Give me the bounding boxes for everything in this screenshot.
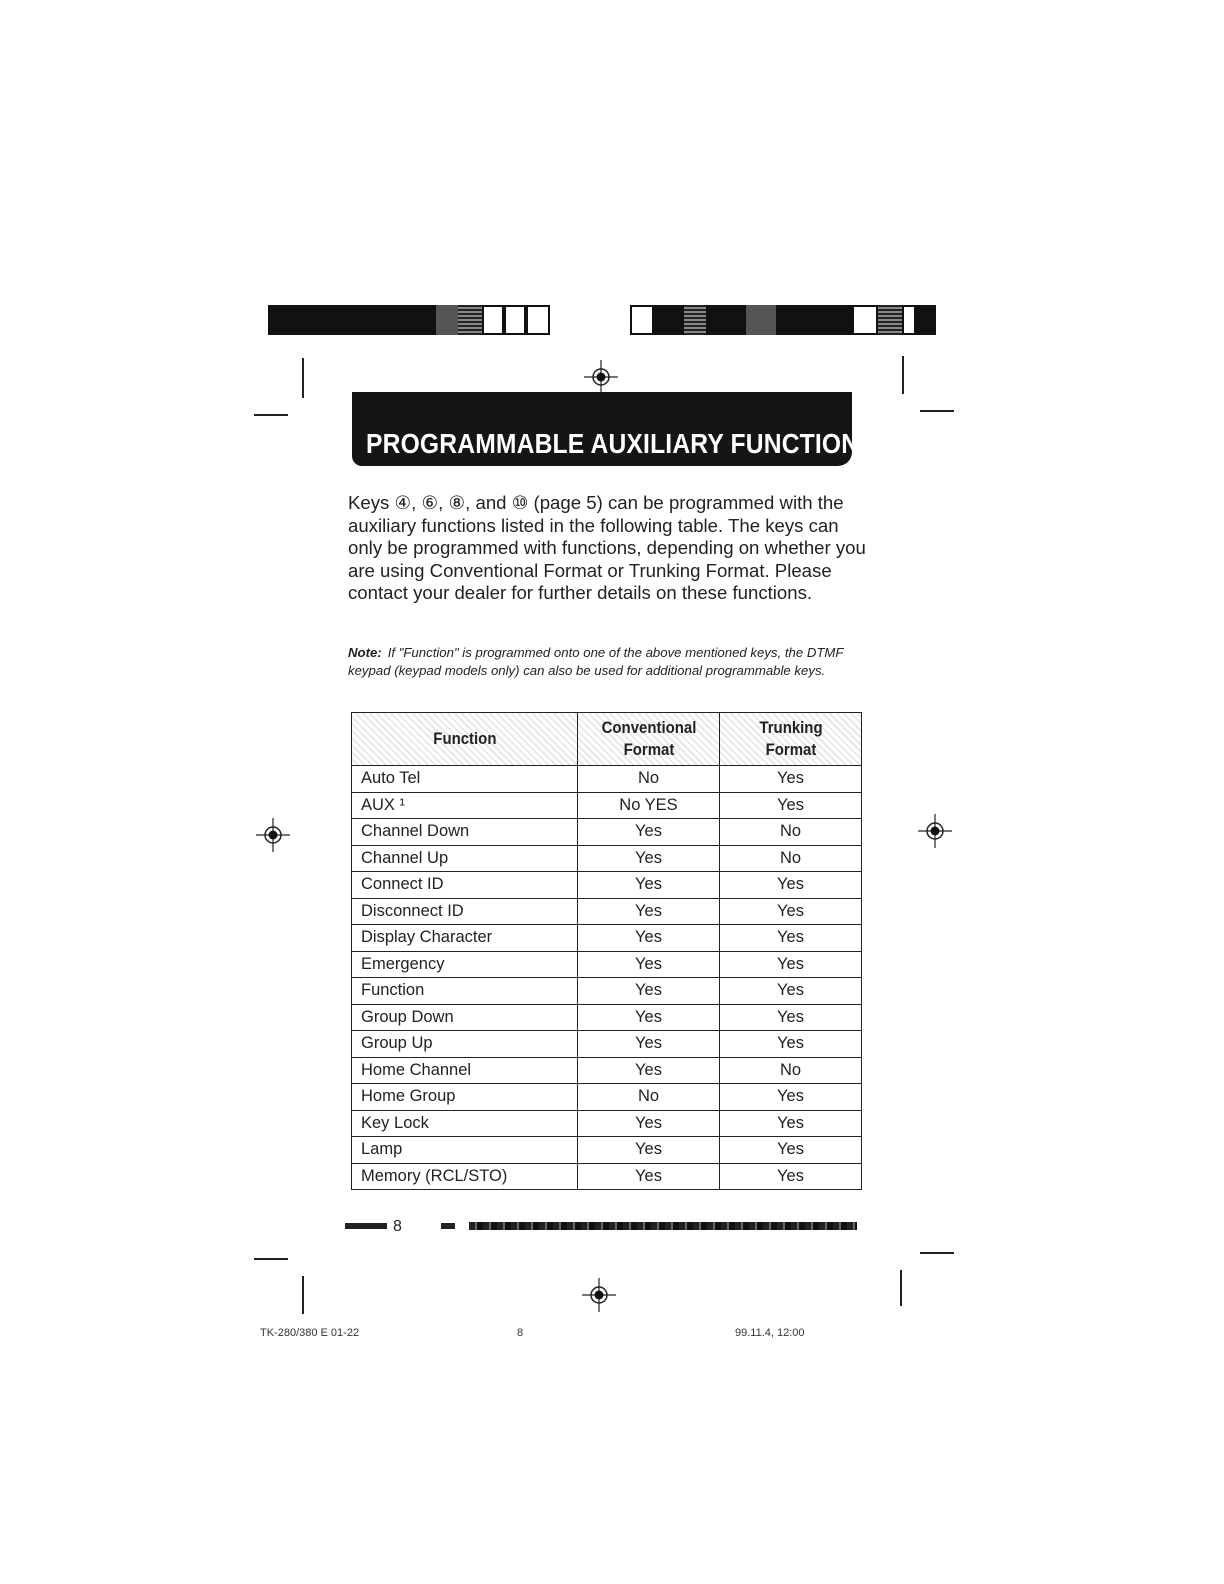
trunking-cell: Yes xyxy=(720,766,862,793)
note xyxy=(348,644,848,680)
conventional-cell: No xyxy=(578,766,720,793)
trunking-cell: Yes xyxy=(720,978,862,1005)
conventional-cell: Yes xyxy=(578,872,720,899)
crop-mark xyxy=(920,410,954,412)
conventional-cell: Yes xyxy=(578,898,720,925)
function-cell: Display Character xyxy=(352,925,578,952)
page-title: PROGRAMMABLE AUXILIARY FUNCTIONS xyxy=(366,428,876,459)
table-row xyxy=(352,1004,862,1031)
conventional-cell: Yes xyxy=(578,1110,720,1137)
function-cell: Auto Tel xyxy=(352,766,578,793)
footer-mark xyxy=(441,1223,455,1229)
title-banner xyxy=(352,392,876,466)
table-row xyxy=(352,872,862,899)
top-bar-left xyxy=(268,305,570,335)
intro-paragraph: Keys ④, ⑥, ⑧, and ⑩ (page 5) can be programmed with the auxiliary functions listed in the following table. The keys can only be programmed with functions, depending on whether you are using Conventional Format or Trunking Format. Please contact your dealer for further details on these functions. xyxy=(348,492,866,604)
conventional-cell: Yes xyxy=(578,925,720,952)
crop-mark xyxy=(302,358,304,398)
table-row xyxy=(352,766,862,793)
function-cell: Key Lock xyxy=(352,1110,578,1137)
function-cell: Emergency xyxy=(352,951,578,978)
trunking-cell: Yes xyxy=(720,1110,862,1137)
registration-mark-icon xyxy=(584,360,618,394)
function-cell: Home Group xyxy=(352,1084,578,1111)
function-table xyxy=(351,712,862,1190)
table-row xyxy=(352,792,862,819)
note-text: If "Function" is programmed onto one of the above mentioned keys, the DTMF keypad (keypad models only) can also be used for additional programmable keys. xyxy=(348,645,844,678)
function-cell: Group Down xyxy=(352,1004,578,1031)
function-cell: Home Channel xyxy=(352,1057,578,1084)
conventional-cell: No YES xyxy=(578,792,720,819)
function-cell: AUX ¹ xyxy=(352,792,578,819)
print-slug-file: TK-280/380 E 01-22 xyxy=(260,1327,360,1339)
conventional-cell: No xyxy=(578,1084,720,1111)
trunking-cell: No xyxy=(720,845,862,872)
trunking-cell: Yes xyxy=(720,872,862,899)
trunking-cell: Yes xyxy=(720,1137,862,1164)
conventional-cell: Yes xyxy=(578,819,720,846)
conventional-cell: Yes xyxy=(578,951,720,978)
table-row xyxy=(352,1137,862,1164)
trunking-cell: Yes xyxy=(720,792,862,819)
registration-mark-icon xyxy=(582,1278,616,1312)
table-row xyxy=(352,1057,862,1084)
footer-band xyxy=(469,1222,857,1230)
table-row xyxy=(352,1084,862,1111)
table-row xyxy=(352,925,862,952)
function-cell: Group Up xyxy=(352,1031,578,1058)
note-label: Note: xyxy=(348,645,382,660)
trunking-cell: Yes xyxy=(720,951,862,978)
header-trunking: Trunking Format xyxy=(720,713,862,766)
function-cell: Function xyxy=(352,978,578,1005)
conventional-cell: Yes xyxy=(578,845,720,872)
table-row xyxy=(352,951,862,978)
crop-mark xyxy=(254,1258,288,1260)
trunking-cell: Yes xyxy=(720,1163,862,1190)
function-cell: Connect ID xyxy=(352,872,578,899)
trunking-cell: No xyxy=(720,1057,862,1084)
registration-mark-icon xyxy=(256,818,290,852)
table-row xyxy=(352,1031,862,1058)
registration-mark-icon xyxy=(918,814,952,848)
table-row xyxy=(352,1163,862,1190)
trunking-cell: No xyxy=(720,819,862,846)
crop-mark xyxy=(900,1270,902,1306)
conventional-cell: Yes xyxy=(578,1137,720,1164)
page-footer xyxy=(345,1218,857,1238)
header-conventional: Conventional Format xyxy=(578,713,720,766)
page-number: 8 xyxy=(393,1218,402,1235)
header-function: Function xyxy=(352,713,578,766)
trunking-cell: Yes xyxy=(720,1084,862,1111)
crop-mark xyxy=(920,1252,954,1254)
trunking-cell: Yes xyxy=(720,1004,862,1031)
crop-mark xyxy=(254,414,288,416)
trunking-cell: Yes xyxy=(720,1031,862,1058)
function-cell: Lamp xyxy=(352,1137,578,1164)
conventional-cell: Yes xyxy=(578,1031,720,1058)
print-slug-date: 99.11.4, 12:00 xyxy=(735,1327,805,1339)
function-cell: Channel Down xyxy=(352,819,578,846)
footer-mark xyxy=(345,1223,387,1229)
table-row xyxy=(352,819,862,846)
function-cell: Channel Up xyxy=(352,845,578,872)
crop-mark xyxy=(302,1276,304,1314)
table-header-row xyxy=(352,713,862,766)
conventional-cell: Yes xyxy=(578,1004,720,1031)
table-row xyxy=(352,978,862,1005)
crop-mark xyxy=(902,356,904,394)
print-slug-page: 8 xyxy=(517,1327,524,1339)
top-bar-right xyxy=(630,305,936,335)
table-row xyxy=(352,1110,862,1137)
trunking-cell: Yes xyxy=(720,898,862,925)
conventional-cell: Yes xyxy=(578,978,720,1005)
function-cell: Disconnect ID xyxy=(352,898,578,925)
table-row xyxy=(352,898,862,925)
conventional-cell: Yes xyxy=(578,1057,720,1084)
table-row xyxy=(352,845,862,872)
trunking-cell: Yes xyxy=(720,925,862,952)
conventional-cell: Yes xyxy=(578,1163,720,1190)
function-cell: Memory (RCL/STO) xyxy=(352,1163,578,1190)
